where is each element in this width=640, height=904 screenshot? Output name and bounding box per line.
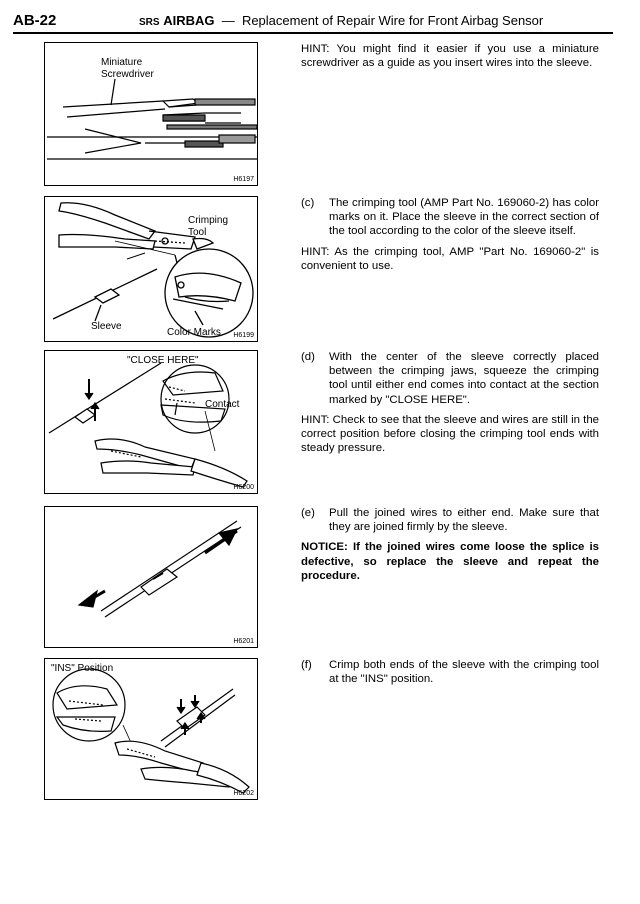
step-f-marker: (f) bbox=[301, 659, 312, 671]
contact-label: Contact bbox=[205, 399, 240, 410]
screwdriver-label: Miniature Screwdriver bbox=[101, 57, 154, 80]
step-c bbox=[301, 196, 599, 273]
figure-crimping-tool bbox=[44, 196, 258, 342]
page-header bbox=[13, 8, 613, 30]
hint-screwdriver: HINT: You might find it easier if you use a miniature screwdriver as a guide as you insert wires into the sleeve. bbox=[301, 43, 599, 70]
figure-close-here bbox=[44, 350, 258, 494]
step-c-marker: (c) bbox=[301, 197, 315, 209]
step-e-text: Pull the joined wires to either end. Make sure that they are joined firmly by the sleeve. bbox=[329, 507, 599, 534]
close-here-illustration bbox=[45, 351, 259, 495]
crimping-tool-label: Crimping Tool bbox=[188, 215, 229, 238]
figure-pull-test bbox=[44, 506, 258, 648]
close-here-label: "CLOSE HERE" bbox=[127, 355, 199, 366]
step-f bbox=[301, 658, 599, 686]
figure-screwdriver bbox=[44, 42, 258, 186]
airbag-label: AIRBAG bbox=[163, 13, 215, 28]
header-rule bbox=[13, 32, 613, 34]
step-d-text: With the center of the sleeve correctly placed between the crimping jaws, squeeze the crimping tool until either end comes into contact at the section marked by "CLOSE HERE". bbox=[329, 351, 599, 406]
title-dash: — bbox=[221, 13, 235, 28]
step-d-marker: (d) bbox=[301, 351, 315, 363]
color-marks-label: Color Marks bbox=[167, 327, 221, 338]
pull-test-illustration bbox=[45, 507, 259, 649]
ins-position-illustration bbox=[45, 659, 259, 801]
ins-position-label: "INS" Position bbox=[51, 663, 114, 674]
figure-code: H6200 bbox=[233, 484, 254, 491]
figure-ins-position bbox=[44, 658, 258, 800]
page-number: AB-22 bbox=[13, 12, 57, 29]
step-e-marker: (e) bbox=[301, 507, 315, 519]
title-text: Replacement of Repair Wire for Front Airbag Sensor bbox=[241, 13, 544, 28]
step-c-text: The crimping tool (AMP Part No. 169060-2) has color marks on it. Place the sleeve in the correct section of the tool according to the color of the sleeve itself. bbox=[329, 197, 599, 238]
step-f-text: Crimp both ends of the sleeve with the crimping tool at the "INS" position. bbox=[329, 659, 599, 686]
figure-code: H6199 bbox=[233, 332, 254, 339]
step-d bbox=[301, 350, 599, 455]
step-e bbox=[301, 506, 599, 583]
figure-code: H6197 bbox=[233, 176, 254, 183]
srs-label: SRS bbox=[139, 17, 160, 28]
sleeve-label: Sleeve bbox=[91, 321, 122, 332]
notice: NOTICE: If the joined wires come loose the splice is defective, so replace the sleeve and repeat the procedure. bbox=[301, 541, 599, 582]
hint-check: HINT: Check to see that the sleeve and wires are still in the correct position before closing the crimping tool ends with steady pressure. bbox=[301, 413, 599, 455]
hint-crimping: HINT: As the crimping tool, AMP "Part No. 169060-2" is convenient to use. bbox=[301, 245, 599, 272]
figure-code: H6201 bbox=[233, 638, 254, 645]
page-title bbox=[139, 13, 543, 28]
figure-code: H6202 bbox=[233, 790, 254, 797]
